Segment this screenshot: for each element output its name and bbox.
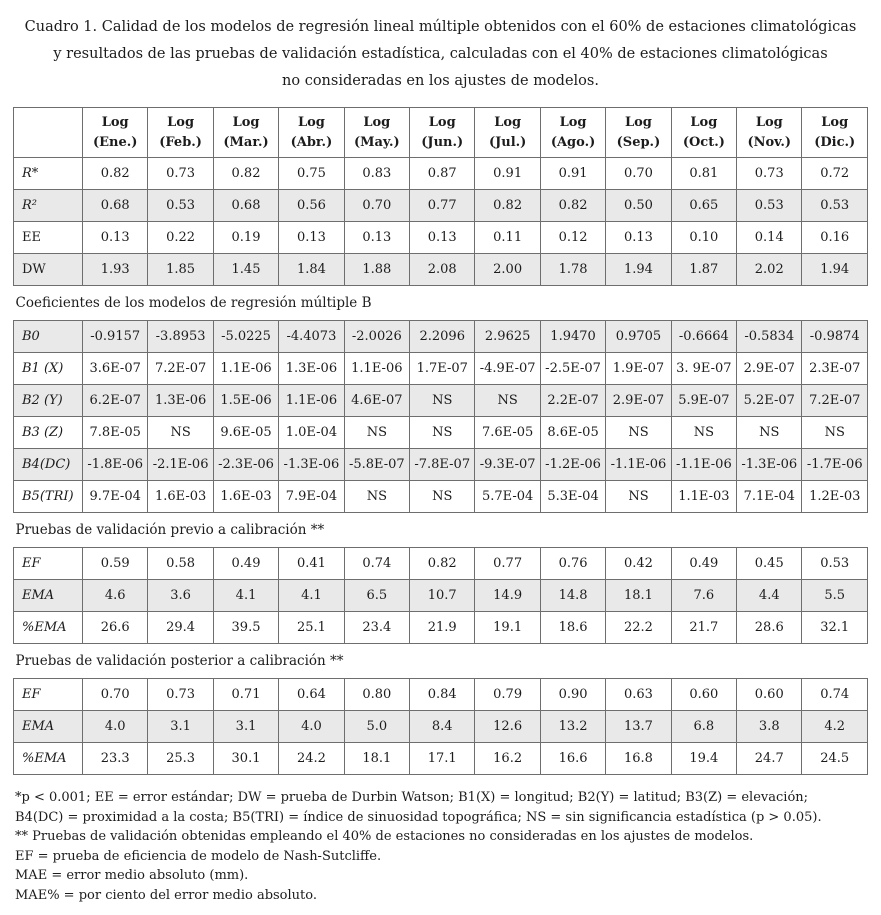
data-cell: -0.9157: [83, 321, 148, 353]
data-cell: -1.7E-06: [802, 449, 868, 481]
data-cell: -4.4073: [279, 321, 344, 353]
data-cell: 1.87: [671, 254, 736, 286]
data-cell: 3.1: [213, 711, 278, 743]
data-cell: 0.60: [737, 679, 802, 711]
data-cell: 0.13: [83, 222, 148, 254]
data-cell: -5.8E-07: [344, 449, 409, 481]
data-cell: NS: [475, 385, 540, 417]
data-cell: 25.1: [279, 612, 344, 644]
data-cell: 18.1: [344, 743, 409, 775]
data-cell: 0.22: [148, 222, 213, 254]
data-cell: 0.76: [540, 548, 605, 580]
column-header-9: [606, 108, 671, 158]
table-row: [14, 222, 868, 254]
data-cell: 3.1: [148, 711, 213, 743]
data-cell: 0.65: [671, 190, 736, 222]
row-label: B2 (Y): [14, 385, 83, 417]
data-cell: 0.83: [344, 158, 409, 190]
table-row: [14, 580, 868, 612]
data-cell: 24.5: [802, 743, 868, 775]
footnote-line-4: EF = prueba de eficiencia de modelo de Nash-Sutcliffe.: [15, 848, 382, 864]
data-cell: NS: [344, 417, 409, 449]
data-cell: 6.5: [344, 580, 409, 612]
data-cell: 17.1: [410, 743, 475, 775]
table-row: [14, 353, 868, 385]
column-header-top: Log: [559, 115, 587, 131]
data-cell: 1.9470: [540, 321, 605, 353]
section-header: Coeficientes de los modelos de regresión múltiple B: [14, 286, 868, 321]
data-cell: NS: [737, 417, 802, 449]
table-header-row: [14, 108, 868, 158]
data-cell: 7.9E-04: [279, 481, 344, 513]
data-cell: 0.60: [671, 679, 736, 711]
column-header-10: [671, 108, 736, 158]
footnote-line-3: ** Pruebas de validación obtenidas empleando el 40% de estaciones no consideradas en los ajustes de modelos.: [15, 829, 754, 845]
data-cell: 5.2E-07: [737, 385, 802, 417]
data-cell: NS: [410, 385, 475, 417]
data-cell: 4.1: [213, 580, 278, 612]
data-cell: 0.82: [83, 158, 148, 190]
data-cell: 1.6E-03: [213, 481, 278, 513]
data-cell: 0.73: [148, 679, 213, 711]
data-cell: 8.6E-05: [540, 417, 605, 449]
data-cell: 29.4: [148, 612, 213, 644]
data-cell: 0.80: [344, 679, 409, 711]
data-cell: NS: [148, 417, 213, 449]
row-label: EMA: [14, 580, 83, 612]
data-cell: 0.81: [671, 158, 736, 190]
data-cell: 1.1E-03: [671, 481, 736, 513]
row-label: B1 (X): [14, 353, 83, 385]
data-cell: 0.70: [606, 158, 671, 190]
data-cell: 0.11: [475, 222, 540, 254]
data-cell: 1.85: [148, 254, 213, 286]
data-cell: 0.53: [802, 548, 868, 580]
data-cell: NS: [410, 417, 475, 449]
corner-cell: [14, 108, 83, 158]
data-cell: 1.3E-06: [279, 353, 344, 385]
data-cell: 30.1: [213, 743, 278, 775]
data-cell: 25.3: [148, 743, 213, 775]
data-cell: 7.8E-05: [83, 417, 148, 449]
column-header-top: Log: [821, 115, 849, 131]
data-cell: 0.84: [410, 679, 475, 711]
data-cell: 0.10: [671, 222, 736, 254]
row-label: %EMA: [14, 612, 83, 644]
data-cell: 2.9E-07: [606, 385, 671, 417]
data-cell: 0.12: [540, 222, 605, 254]
table-row: [14, 190, 868, 222]
data-cell: 3.8: [737, 711, 802, 743]
column-header-top: Log: [625, 115, 652, 131]
results-table-body: [14, 108, 868, 775]
section-header: Pruebas de validación previo a calibración **: [14, 513, 868, 548]
data-cell: NS: [410, 481, 475, 513]
data-cell: 1.6E-03: [148, 481, 213, 513]
column-header-top: Log: [167, 115, 195, 131]
data-cell: 0.49: [213, 548, 278, 580]
data-cell: 3.6: [148, 580, 213, 612]
data-cell: 2.00: [475, 254, 540, 286]
data-cell: 4.4: [737, 580, 802, 612]
data-cell: 0.82: [540, 190, 605, 222]
column-header-1: [83, 108, 148, 158]
data-cell: -3.8953: [148, 321, 213, 353]
data-cell: -2.1E-06: [148, 449, 213, 481]
data-cell: 0.82: [410, 548, 475, 580]
data-cell: 16.2: [475, 743, 540, 775]
data-cell: 5.3E-04: [540, 481, 605, 513]
data-cell: 1.5E-06: [213, 385, 278, 417]
data-cell: 0.70: [83, 679, 148, 711]
data-cell: NS: [802, 417, 868, 449]
data-cell: 2.3E-07: [802, 353, 868, 385]
data-cell: -1.1E-06: [606, 449, 671, 481]
data-cell: 19.4: [671, 743, 736, 775]
data-cell: 4.1: [279, 580, 344, 612]
table-row: [14, 612, 868, 644]
data-cell: -0.9874: [802, 321, 868, 353]
data-cell: 2.2096: [410, 321, 475, 353]
column-header-12: [802, 108, 868, 158]
data-cell: -9.3E-07: [475, 449, 540, 481]
data-cell: 23.3: [83, 743, 148, 775]
data-cell: 2.02: [737, 254, 802, 286]
data-cell: 4.6: [83, 580, 148, 612]
footnote-line-6: MAE% = por ciento del error medio absoluto.: [15, 887, 317, 903]
column-header-month: (Dic.): [814, 134, 856, 150]
column-header-5: [344, 108, 409, 158]
column-header-month: (Feb.): [159, 134, 202, 150]
footnote-line-2: B4(DC) = proximidad a la costa; B5(TRI) = índice de sinuosidad topográfica; NS = sin significancia estadística (p > 0.05).: [15, 809, 822, 825]
table-row: [14, 385, 868, 417]
data-cell: 0.58: [148, 548, 213, 580]
data-cell: 0.50: [606, 190, 671, 222]
data-cell: -2.3E-06: [213, 449, 278, 481]
data-cell: 0.68: [83, 190, 148, 222]
column-header-3: [213, 108, 278, 158]
data-cell: 7.6E-05: [475, 417, 540, 449]
column-header-2: [148, 108, 213, 158]
table-row: [14, 711, 868, 743]
data-cell: 0.64: [279, 679, 344, 711]
data-cell: 14.8: [540, 580, 605, 612]
data-cell: 14.9: [475, 580, 540, 612]
data-cell: 18.1: [606, 580, 671, 612]
data-cell: 7.1E-04: [737, 481, 802, 513]
data-cell: 0.16: [802, 222, 868, 254]
data-cell: 16.8: [606, 743, 671, 775]
data-cell: -7.8E-07: [410, 449, 475, 481]
data-cell: 5.9E-07: [671, 385, 736, 417]
table-row: [14, 417, 868, 449]
column-header-top: Log: [297, 115, 325, 131]
data-cell: 0.73: [148, 158, 213, 190]
data-cell: 2.9E-07: [737, 353, 802, 385]
data-cell: 0.71: [213, 679, 278, 711]
data-cell: 7.2E-07: [802, 385, 868, 417]
results-table: [13, 107, 868, 775]
column-header-month: (Oct.): [682, 134, 725, 150]
data-cell: 18.6: [540, 612, 605, 644]
data-cell: 1.7E-07: [410, 353, 475, 385]
data-cell: 0.59: [83, 548, 148, 580]
data-cell: 3.6E-07: [83, 353, 148, 385]
data-cell: NS: [344, 481, 409, 513]
table-row: [14, 743, 868, 775]
column-header-month: (Nov.): [747, 134, 792, 150]
data-cell: 0.82: [475, 190, 540, 222]
data-cell: NS: [606, 417, 671, 449]
data-cell: 0.79: [475, 679, 540, 711]
data-cell: 0.9705: [606, 321, 671, 353]
table-row: [14, 321, 868, 353]
data-cell: 1.94: [606, 254, 671, 286]
data-cell: 16.6: [540, 743, 605, 775]
table-row: [14, 548, 868, 580]
column-header-month: (Mar.): [223, 134, 269, 150]
table-row: [14, 254, 868, 286]
table-caption: [19, 14, 862, 94]
data-cell: 1.1E-06: [344, 353, 409, 385]
data-cell: 22.2: [606, 612, 671, 644]
table-row: [14, 679, 868, 711]
column-header-month: (Sep.): [616, 134, 661, 150]
row-label: EE: [14, 222, 83, 254]
data-cell: NS: [606, 481, 671, 513]
column-header-month: (Ago.): [550, 134, 596, 150]
data-cell: 0.87: [410, 158, 475, 190]
data-cell: 3. 9E-07: [671, 353, 736, 385]
data-cell: 12.6: [475, 711, 540, 743]
data-cell: 0.75: [279, 158, 344, 190]
data-cell: 9.7E-04: [83, 481, 148, 513]
table-row: [14, 449, 868, 481]
section-header-row: [14, 286, 868, 321]
data-cell: 0.53: [737, 190, 802, 222]
table-row: [14, 481, 868, 513]
data-cell: -0.5834: [737, 321, 802, 353]
data-cell: 7.2E-07: [148, 353, 213, 385]
data-cell: 19.1: [475, 612, 540, 644]
table-row: [14, 158, 868, 190]
data-cell: 13.2: [540, 711, 605, 743]
data-cell: -1.2E-06: [540, 449, 605, 481]
data-cell: 4.6E-07: [344, 385, 409, 417]
data-cell: 1.88: [344, 254, 409, 286]
data-cell: 7.6: [671, 580, 736, 612]
caption-line-2: y resultados de las pruebas de validación estadística, calculadas con el 40% de estaciones climatológicas: [53, 45, 828, 62]
footnote-line-5: MAE = error medio absoluto (mm).: [15, 868, 249, 884]
data-cell: 21.9: [410, 612, 475, 644]
column-header-top: Log: [363, 115, 391, 131]
column-header-month: (May.): [353, 134, 400, 150]
caption-line-1: Cuadro 1. Calidad de los modelos de regresión lineal múltiple obtenidos con el 60% de estaciones climatológicas: [24, 19, 857, 35]
data-cell: 0.74: [344, 548, 409, 580]
data-cell: 1.3E-06: [148, 385, 213, 417]
data-cell: 0.68: [213, 190, 278, 222]
row-label: EF: [14, 679, 83, 711]
column-header-4: [279, 108, 344, 158]
data-cell: 0.73: [737, 158, 802, 190]
data-cell: 1.1E-06: [279, 385, 344, 417]
data-cell: -1.8E-06: [83, 449, 148, 481]
data-cell: -4.9E-07: [475, 353, 540, 385]
data-cell: 1.9E-07: [606, 353, 671, 385]
data-cell: 6.2E-07: [83, 385, 148, 417]
data-cell: 24.2: [279, 743, 344, 775]
column-header-top: Log: [428, 115, 456, 131]
data-cell: 0.13: [606, 222, 671, 254]
data-cell: 1.94: [802, 254, 868, 286]
footnote-line-1: *p < 0.001; EE = error estándar; DW = prueba de Durbin Watson; B1(X) = longitud; B2(Y) = latitud; B3(Z) = elevación;: [15, 790, 809, 806]
data-cell: 4.0: [83, 711, 148, 743]
data-cell: 2.08: [410, 254, 475, 286]
data-cell: 28.6: [737, 612, 802, 644]
data-cell: 2.2E-07: [540, 385, 605, 417]
data-cell: NS: [671, 417, 736, 449]
data-cell: 32.1: [802, 612, 868, 644]
data-cell: 0.53: [802, 190, 868, 222]
data-cell: 8.4: [410, 711, 475, 743]
data-cell: 0.70: [344, 190, 409, 222]
data-cell: 0.82: [213, 158, 278, 190]
data-cell: -2.5E-07: [540, 353, 605, 385]
data-cell: 1.2E-03: [802, 481, 868, 513]
data-cell: 9.6E-05: [213, 417, 278, 449]
column-header-month: (Ene.): [92, 134, 138, 150]
data-cell: 4.2: [802, 711, 868, 743]
data-cell: 0.13: [279, 222, 344, 254]
data-cell: 13.7: [606, 711, 671, 743]
data-cell: 5.0: [344, 711, 409, 743]
data-cell: 0.42: [606, 548, 671, 580]
row-label: B5(TRI): [14, 481, 83, 513]
data-cell: 0.13: [344, 222, 409, 254]
data-cell: 0.74: [802, 679, 868, 711]
row-label: R*: [14, 158, 83, 190]
row-label: DW: [14, 254, 83, 286]
data-cell: 0.41: [279, 548, 344, 580]
column-header-top: Log: [755, 115, 783, 131]
data-cell: 0.45: [737, 548, 802, 580]
data-cell: 21.7: [671, 612, 736, 644]
row-label: EMA: [14, 711, 83, 743]
row-label: B4(DC): [14, 449, 83, 481]
data-cell: 0.53: [148, 190, 213, 222]
data-cell: -5.0225: [213, 321, 278, 353]
data-cell: 5.7E-04: [475, 481, 540, 513]
data-cell: 4.0: [279, 711, 344, 743]
data-cell: 1.0E-04: [279, 417, 344, 449]
column-header-month: (Abr.): [290, 134, 333, 150]
column-header-6: [410, 108, 475, 158]
section-header-row: [14, 513, 868, 548]
section-header-row: [14, 644, 868, 679]
data-cell: 0.77: [475, 548, 540, 580]
data-cell: 0.91: [540, 158, 605, 190]
column-header-top: Log: [101, 115, 129, 131]
data-cell: 1.78: [540, 254, 605, 286]
data-cell: -1.3E-06: [737, 449, 802, 481]
row-label: R²: [14, 190, 83, 222]
data-cell: 0.63: [606, 679, 671, 711]
section-header: Pruebas de validación posterior a calibración **: [14, 644, 868, 679]
data-cell: -0.6664: [671, 321, 736, 353]
column-header-11: [737, 108, 802, 158]
data-cell: 39.5: [213, 612, 278, 644]
data-cell: 0.19: [213, 222, 278, 254]
column-header-month: (Jul.): [488, 134, 527, 150]
column-header-top: Log: [232, 115, 260, 131]
data-cell: 24.7: [737, 743, 802, 775]
data-cell: 6.8: [671, 711, 736, 743]
data-cell: 1.93: [83, 254, 148, 286]
data-cell: 5.5: [802, 580, 868, 612]
data-cell: 1.45: [213, 254, 278, 286]
data-cell: 0.49: [671, 548, 736, 580]
data-cell: 0.77: [410, 190, 475, 222]
caption-line-3: no consideradas en los ajustes de modelos.: [282, 72, 599, 89]
data-cell: 0.90: [540, 679, 605, 711]
data-cell: 1.84: [279, 254, 344, 286]
column-header-month: (Jun.): [421, 134, 464, 150]
row-label: B0: [14, 321, 83, 353]
data-cell: 10.7: [410, 580, 475, 612]
row-label: B3 (Z): [14, 417, 83, 449]
data-cell: 0.14: [737, 222, 802, 254]
data-cell: 2.9625: [475, 321, 540, 353]
data-cell: 0.91: [475, 158, 540, 190]
data-cell: 1.1E-06: [213, 353, 278, 385]
data-cell: -1.1E-06: [671, 449, 736, 481]
column-header-top: Log: [690, 115, 718, 131]
data-cell: 26.6: [83, 612, 148, 644]
data-cell: 23.4: [344, 612, 409, 644]
data-cell: 0.72: [802, 158, 868, 190]
footnotes: [13, 788, 868, 905]
data-cell: 0.56: [279, 190, 344, 222]
column-header-7: [475, 108, 540, 158]
row-label: EF: [14, 548, 83, 580]
data-cell: 0.13: [410, 222, 475, 254]
data-cell: -2.0026: [344, 321, 409, 353]
column-header-top: Log: [494, 115, 522, 131]
column-header-8: [540, 108, 605, 158]
data-cell: -1.3E-06: [279, 449, 344, 481]
row-label: %EMA: [14, 743, 83, 775]
